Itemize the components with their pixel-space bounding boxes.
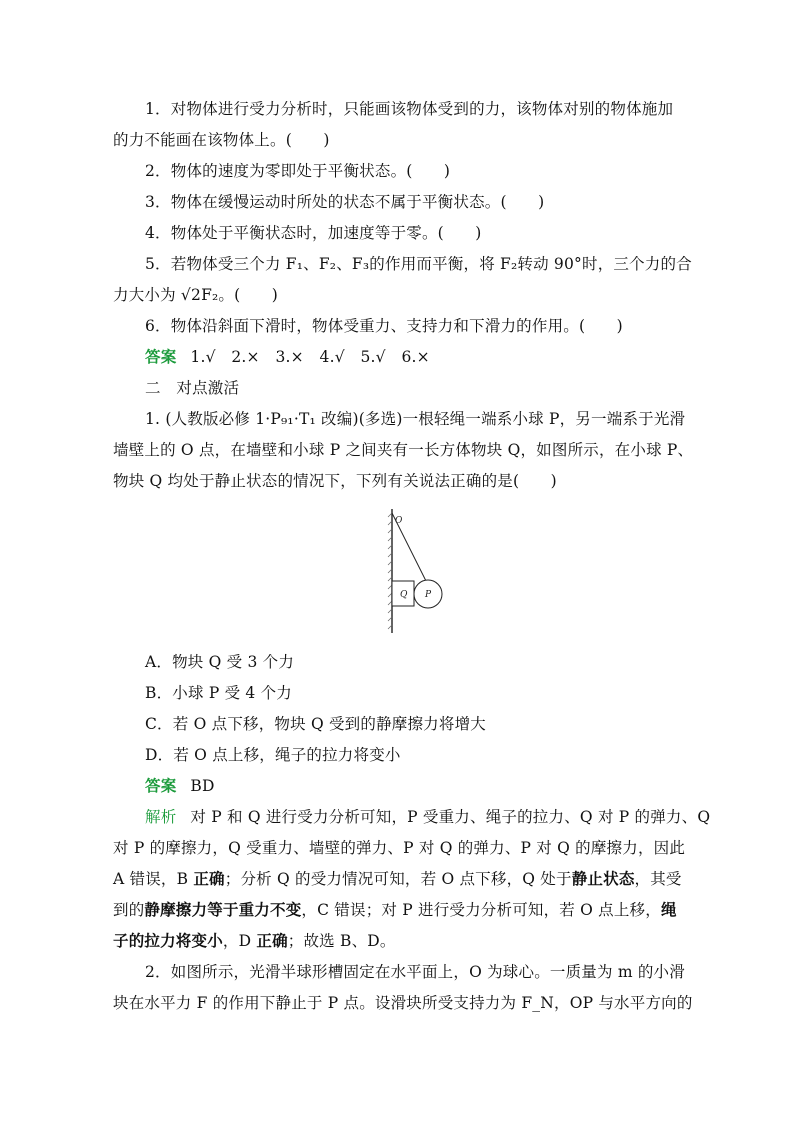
analysis-label: 解析 (145, 808, 177, 826)
problem2-stem-line1: 2．如图所示，光滑半球形槽固定在水平面上，O 为球心。一质量为 m 的小滑 (145, 963, 685, 981)
label-p: P (425, 590, 432, 600)
analysis-4-mid: ，C 错误；对 P 进行受力分析可知，若 O 点上移， (301, 901, 661, 919)
analysis-3-bold1: 正确 (193, 869, 225, 888)
wall-ball-block-figure (378, 507, 448, 635)
judgment-q5-line1: 5．若物体受三个力 F₁、F₂、F₃的作用而平衡，将 F₂转动 90°时，三个力的合 (145, 255, 692, 273)
judgment-q1-line2: 的力不能画在该物体上。( ) (113, 131, 330, 149)
judgment-q1-line1: 1．对物体进行受力分析时，只能画该物体受到的力，该物体对别的物体施加 (145, 100, 674, 118)
analysis-text-1: 对 P 和 Q 进行受力分析可知，P 受重力、绳子的拉力、Q 对 P 的弹力、Q (190, 808, 711, 826)
option-a: A．物块 Q 受 3 个力 (145, 653, 295, 671)
analysis-4-pre: 到的 (113, 901, 145, 919)
analysis-line4 (113, 900, 677, 920)
option-d: D．若 O 点上移，绳子的拉力将变小 (145, 746, 401, 764)
analysis-5-mid: ，D (222, 932, 257, 950)
label-o: O (395, 516, 403, 526)
judgment-q2: 2．物体的速度为零即处于平衡状态。( ) (145, 162, 451, 180)
problem1-stem-line3: 物块 Q 均处于静止状态的情况下，下列有关说法正确的是( ) (113, 472, 557, 490)
judgment-q4: 4．物体处于平衡状态时，加速度等于零。( ) (145, 224, 482, 242)
analysis-line1 (145, 807, 710, 827)
analysis-5-pre: 子的拉力将变小 (113, 931, 223, 950)
analysis-line5 (113, 931, 396, 951)
analysis-4-bold2: 绳 (660, 900, 677, 919)
problem1-stem-line1: 1. (人教版必修 1·P₉₁·T₁ 改编)(多选)一根轻绳一端系小球 P，另一端系于光滑 (145, 410, 686, 428)
option-c: C．若 O 点下移，物块 Q 受到的静摩擦力将增大 (145, 715, 486, 733)
analysis-3-post: ，其受 (634, 870, 682, 888)
analysis-3-mid: ；分析 Q 的受力情况可知，若 O 点下移，Q 处于 (224, 870, 572, 888)
label-q: Q (400, 590, 408, 600)
problem1-answer-label: 答案 (145, 776, 177, 795)
answer-text: 1.√ 2.× 3.× 4.√ 5.√ 6.× (190, 348, 430, 366)
problem1-answer (145, 776, 215, 796)
analysis-line2: 对 P 的摩擦力，Q 受重力、墙壁的弹力、P 对 Q 的弹力、P 对 Q 的摩擦力，因此 (113, 839, 686, 857)
figure-svg (378, 507, 448, 635)
judgment-q6: 6．物体沿斜面下滑时，物体受重力、支持力和下滑力的作用。( ) (145, 317, 623, 335)
answer-label: 答案 (145, 347, 177, 366)
analysis-3-bold2: 静止状态 (571, 869, 635, 888)
analysis-line3 (113, 869, 682, 889)
analysis-5-post: ；故选 B、D。 (287, 932, 396, 950)
option-b: B．小球 P 受 4 个力 (145, 684, 292, 702)
section-title: 二 对点激活 (145, 379, 240, 397)
judgment-answer (145, 347, 430, 367)
analysis-5-bold: 正确 (256, 931, 288, 950)
problem1-answer-text: BD (190, 777, 215, 795)
analysis-4-bold1: 静摩擦力等于重力不变 (144, 900, 302, 919)
analysis-3-pre: A 错误，B (113, 870, 194, 888)
judgment-q3: 3．物体在缓慢运动时所处的状态不属于平衡状态。( ) (145, 193, 545, 211)
judgment-q5-line2: 力大小为 √2F₂。( ) (113, 286, 279, 304)
problem1-stem-line2: 墙壁上的 O 点，在墙壁和小球 P 之间夹有一长方体物块 Q，如图所示，在小球 P、 (113, 441, 694, 459)
problem2-stem-line2: 块在水平力 F 的作用下静止于 P 点。设滑块所受支持力为 F_N，OP 与水平方向的 (113, 994, 693, 1012)
